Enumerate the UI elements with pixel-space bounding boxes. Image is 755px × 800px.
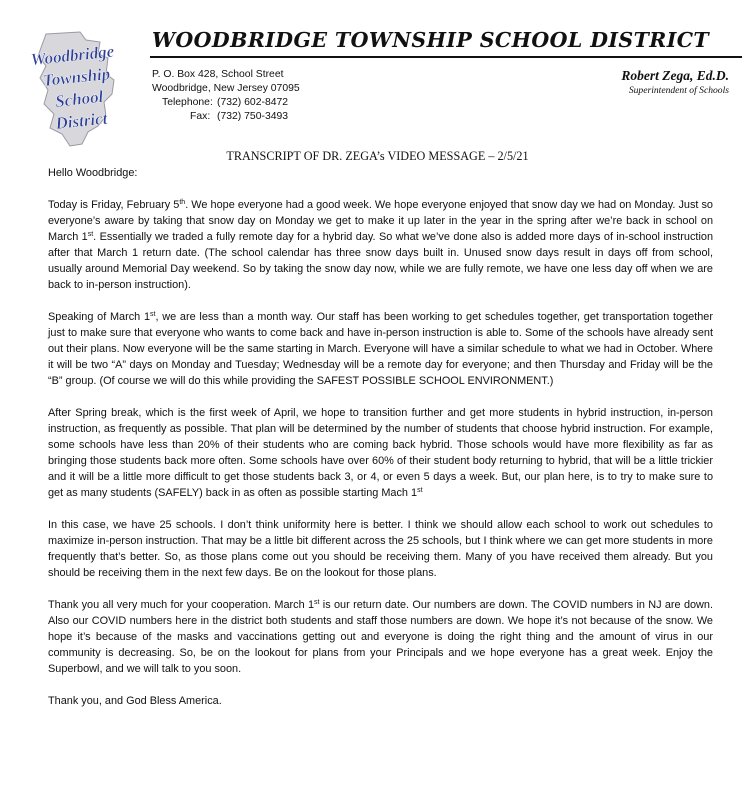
logo-word-2: Township — [42, 64, 112, 91]
header-divider — [150, 56, 742, 58]
superintendent-title: Superintendent of Schools — [628, 85, 729, 96]
district-logo-graphic — [28, 28, 138, 148]
paragraph-3-text-a: After Spring break, which is the first week of April, we hope to transition further and get more students in hybrid instruction, in-person instruction, as frequently as possible. That plan will be determined by the number of students that choose hybrid instruction. For example, some schools have less than 20% of their students who are coming back hybrid. Those schools would have more flexibility as far as bringing those students back more often. Some schools have over 60% of their student body returning to hybrid, that will be a little trickier and it will be a little more difficult to get those students back 3, or 4, or even 5 days a week. But, our plan here, is to try to make sure to get as many students (SAFELY) back in as often as possible starting Mach 1 — [48, 407, 713, 499]
fax-row — [152, 110, 402, 124]
paragraph-1-text-c: . Essentially we traded a fully remote day for a hybrid day. So what we’ve done also is added more days of in-school instruction after that March 1 return date. (The school calendar has three snow days built in. Unused snow days result in days off from school, usually around Memorial Day weekend. So by taking the snow day now, while we are fully remote, we have one less day off when we are back to in-person instruction). — [48, 231, 713, 291]
ordinal-suffix: st — [417, 487, 423, 494]
address-line-2: Woodbridge, New Jersey 07095 — [152, 83, 300, 94]
superintendent-name: Robert Zega, Ed.D. — [621, 68, 729, 83]
ordinal-suffix: th — [179, 199, 186, 206]
paragraph-2-text-a: Speaking of March 1 — [48, 311, 151, 323]
paragraph-1-text-a: Today is Friday, February 5 — [48, 199, 180, 211]
ordinal-suffix: st — [87, 231, 94, 238]
fax-label: Fax: — [190, 111, 211, 122]
district-address — [152, 68, 402, 124]
address-line-1: P. O. Box 428, School Street — [152, 69, 284, 80]
paragraph-1-text-b: . We hope everyone had a good week. We hope everyone enjoyed that snow day we had on Monday. Just so everyone’s aware by taking that snow day on Monday we get to make it up later in the year in the spring after we’re back in school on March 1 — [48, 199, 713, 243]
telephone-row — [152, 96, 402, 110]
district-logo — [28, 28, 138, 148]
paragraph-5-text-a: Thank you all very much for your cooperation. March 1 — [48, 599, 315, 611]
ordinal-suffix: st — [314, 599, 320, 606]
fax-number: (732) 750-3493 — [217, 111, 289, 122]
superintendent-block — [621, 68, 729, 96]
paragraph-1 — [48, 197, 713, 293]
paragraph-2 — [48, 309, 713, 389]
logo-word-3: School — [54, 86, 105, 111]
greeting: Hello Woodbridge: — [48, 167, 138, 179]
document-title: TRANSCRIPT OF DR. ZEGA’s VIDEO MESSAGE – 2/5/21 — [226, 149, 529, 163]
paragraph-5 — [48, 597, 713, 677]
telephone-label: Telephone: — [162, 97, 213, 108]
transcript-body — [48, 165, 713, 725]
paragraph-3 — [48, 405, 713, 501]
paragraph-5-text-b: is our return date. Our numbers are down. The COVID numbers in NJ are down. Also our COVID numbers here in the district both students and staff those numbers are down. We hope it’s not because of the snow. We hope it’s because of the masks and vaccinations getting out and everyone is doing the right thing and the amount of virus in our community is decreasing. So, be on the lookout for plans from your Principals and we hope everyone has a great week. Enjoy the Superbowl, and we will talk to you soon. — [48, 599, 714, 675]
closing-line: Thank you, and God Bless America. — [48, 695, 222, 707]
ordinal-suffix: st — [150, 311, 156, 318]
paragraph-2-text-b: , we are less than a month way. Our staff has been working to get schedules together, get transportation together just to make sure that everyone who wants to come back and have in-person instruction is able to. Some of the schools have already sent out their plans. Now everyone will be the same starting in March. Everyone will have a similar schedule to what we had in October. Where it will be two “A” days on Monday and Tuesday; Wednesday will be a remote day for everyone; and then Thursday and Friday will be the “B” group. (Of course we will do this while providing the SAFEST POSSIBLE SCHOOL ENVIRONMENT.) — [48, 311, 713, 387]
logo-word-4: District — [54, 108, 109, 134]
paragraph-4: In this case, we have 25 schools. I don’t think uniformity here is better. I think we should allow each school to work out schedules to maximize in-person instruction. That may be a little bit different across the 25 schools, but I think where we can get more students in more frequently that’s better. So, as those plans come out you should be receiving them. Many of you have received them already. But you should be receiving them in the next few days. Be on the lookout for those plans. — [48, 519, 713, 579]
telephone-number: (732) 602-8472 — [217, 97, 289, 108]
district-name: WOODBRIDGE TOWNSHIP SCHOOL DISTRICT — [152, 28, 710, 52]
logo-word-1: Woodbridge — [29, 41, 116, 70]
